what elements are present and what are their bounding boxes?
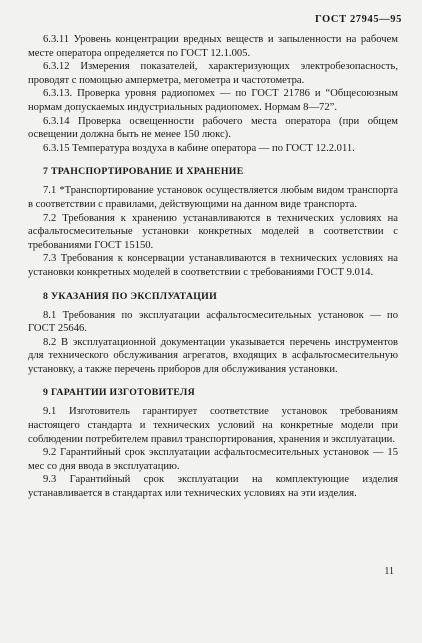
paragraph-9-1: 9.1 Изготовитель гарантирует соответствие установок требованиям настоящего стандарта и технических условий на конкретные модели при соблюдении потребителем правил транспортирования, хранения и эксплуатации.: [28, 406, 398, 445]
section-7-title: 7 ТРАНСПОРТИРОВАНИЕ И ХРАНЕНИЕ: [43, 166, 244, 178]
paragraph-9-2: 9.2 Гарантийный срок эксплуатации асфальтосмесительных установок — 15 мес со дня ввода в эксплуатацию.: [28, 447, 398, 472]
paragraph-6-3-11: 6.3.11 Уровень концентрации вредных веществ и запыленности на рабочем месте оператора определяется по ГОСТ 12.1.005.: [28, 34, 398, 59]
paragraph-6-3-15: 6.3.15 Температура воздуха в кабине оператора — по ГОСТ 12.2.011.: [43, 142, 355, 154]
page-number: 11: [384, 566, 394, 577]
page-header: ГОСТ 27945—95: [315, 14, 402, 25]
paragraph-6-3-14: 6.3.14 Проверка освещенности рабочего места оператора (при общем освещении должна быть не менее 150 люкс).: [28, 115, 398, 141]
paragraph-8-1: 8.1 Требования по эксплуатации асфальтосмесительных установок — по ГОСТ 25646.: [28, 309, 398, 335]
paragraph-7-2: 7.2 Требования к хранению устанавливаются в технических условиях на асфальтосмесительные установки конкретных моделей в соответствии с требованиями ГОСТ 15150.: [28, 212, 398, 251]
paragraph-8-2: 8.2 В эксплуатационной документации указывается перечень инструментов для технического обслуживания агрегатов, входящих в асфальтосмесительную установку, а также перечень приборов для обслуживания установки.: [28, 336, 398, 375]
section-8-title: 8 УКАЗАНИЯ ПО ЭКСПЛУАТАЦИИ: [43, 290, 217, 302]
paragraph-7-1: 7.1 *Транспортирование установок осуществляется любым видом транспорта в соответствии с правилами, действующими на данном виде транспорта.: [28, 185, 398, 210]
paragraph-9-3: 9.3 Гарантийный срок эксплуатации на комплектующие изделия устанавливается в стандартах или технических условиях на эти изделия.: [28, 474, 398, 500]
paragraph-6-3-13: 6.3.13. Проверка уровня радиопомех — по ГОСТ 21786 и “Общесоюзным нормам допускаемых индустриальных радиопомех. Нормам 8—72”.: [28, 88, 398, 113]
paragraph-7-3: 7.3 Требования к консервации устанавливаются в технических условиях на установки конкретных моделей в соответствии с требованиями ГОСТ 9.014.: [28, 253, 398, 278]
page-content: [28, 33, 398, 501]
section-9-title: 9 ГАРАНТИИ ИЗГОТОВИТЕЛЯ: [43, 387, 196, 399]
paragraph-6-3-12: 6.3.12 Измерения показателей, характеризующих электробезопасность, проводят с помощью амперметра, мегометра и частотометра.: [28, 61, 398, 86]
